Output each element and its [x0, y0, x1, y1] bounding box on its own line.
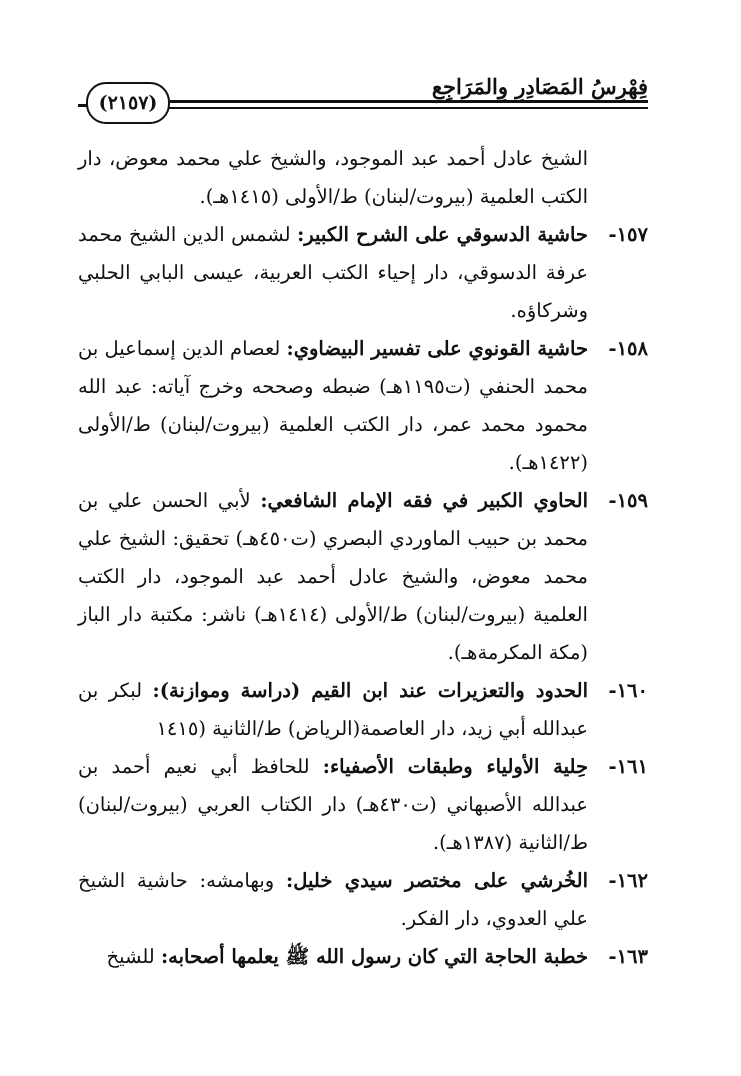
- running-title: فِهْرِسُ المَصَادِرِ وِالمَرَاجِعِ: [431, 74, 648, 99]
- page-header: [78, 70, 648, 122]
- entry-text: للحافظ أبي نعيم أحمد بن عبدالله الأصبهاني (ت٤٣٠هـ) دار الكتاب العربي (بيروت/لبنان) ط/الثانية (١٣٨٧هـ).: [78, 755, 588, 854]
- entry-text: لأبي الحسن علي بن محمد بن حبيب الماوردي البصري (ت٤٥٠هـ) تحقيق: الشيخ علي محمد معوض، والشيخ عادل أحمد عبد الموجود، دار الكتب العلمية (بيروت/لبنان) ط/الأولى (١٤١٤هـ) ناشر: مكتبة دار الباز (مكة المكرمةهـ).: [78, 489, 588, 664]
- entry-title: الحاوي الكبير في فقه الإمام الشافعي:: [260, 489, 589, 512]
- entry-number: ١٦٠-: [608, 679, 648, 702]
- entry-title: الحدود والتعزيرات عند ابن القيم (دراسة وموازنة):: [152, 679, 588, 702]
- bibliography-entry-161: [78, 748, 648, 862]
- page-number-badge: (٢١٥٧): [86, 82, 170, 124]
- entry-text: لبكر بن عبدالله أبي زيد، دار العاصمة(الرياض) ط/الثانية (١٤١٥: [78, 679, 588, 740]
- entry-number: ١٥٧-: [608, 223, 648, 246]
- header-rule: [164, 100, 648, 103]
- bibliography-entry-158: [78, 330, 648, 482]
- entry-number: ١٥٩-: [608, 489, 648, 512]
- bibliography-body: [78, 140, 648, 976]
- header-rule-thin: [164, 107, 648, 109]
- bibliography-entry-159: [78, 482, 648, 672]
- entry-text: لعصام الدين إسماعيل بن محمد الحنفي (ت١١٩٥هـ) ضبطه وصححه وخرج آياته: عبد الله محمود محمد عمر، دار الكتب العلمية (بيروت/لبنان) ط/الأولى (١٤٢٢هـ).: [78, 337, 589, 474]
- bibliography-entry-163: [78, 938, 648, 976]
- entry-number: ١٥٨-: [608, 337, 648, 360]
- entry-title: خطبة الحاجة التي كان رسول الله ﷺ يعلمها أصحابه:: [160, 945, 588, 968]
- entry-title: حِلية الأولياء وطبقات الأصفياء:: [322, 755, 589, 778]
- bibliography-entry-160: [78, 672, 648, 748]
- bibliography-entry-162: [78, 862, 648, 938]
- entry-title: حاشية القونوي على تفسير البيضاوي:: [286, 337, 589, 360]
- entry-number: ١٦٣-: [608, 945, 648, 968]
- entry-title: حاشية الدسوقي على الشرح الكبير:: [297, 223, 588, 246]
- bibliography-entry-157: [78, 216, 648, 330]
- entry-title: الخُرشي على مختصر سيدي خليل:: [286, 869, 589, 892]
- entry-text: وبهامشه: حاشية الشيخ علي العدوي، دار الفكر.: [78, 869, 588, 930]
- entry-number: ١٦٢-: [608, 869, 648, 892]
- entry-text: للشيخ: [106, 945, 155, 968]
- entry-number: ١٦١-: [608, 755, 648, 778]
- continuation-text: الشيخ عادل أحمد عبد الموجود، والشيخ علي محمد معوض، دار الكتب العلمية (بيروت/لبنان) ط/الأولى (١٤١٥هـ).: [78, 147, 588, 208]
- entry-text: لشمس الدين الشيخ محمد عرفة الدسوقي، دار إحياء الكتب العربية، عيسى البابي الحلبي وشركاؤه.: [78, 223, 588, 322]
